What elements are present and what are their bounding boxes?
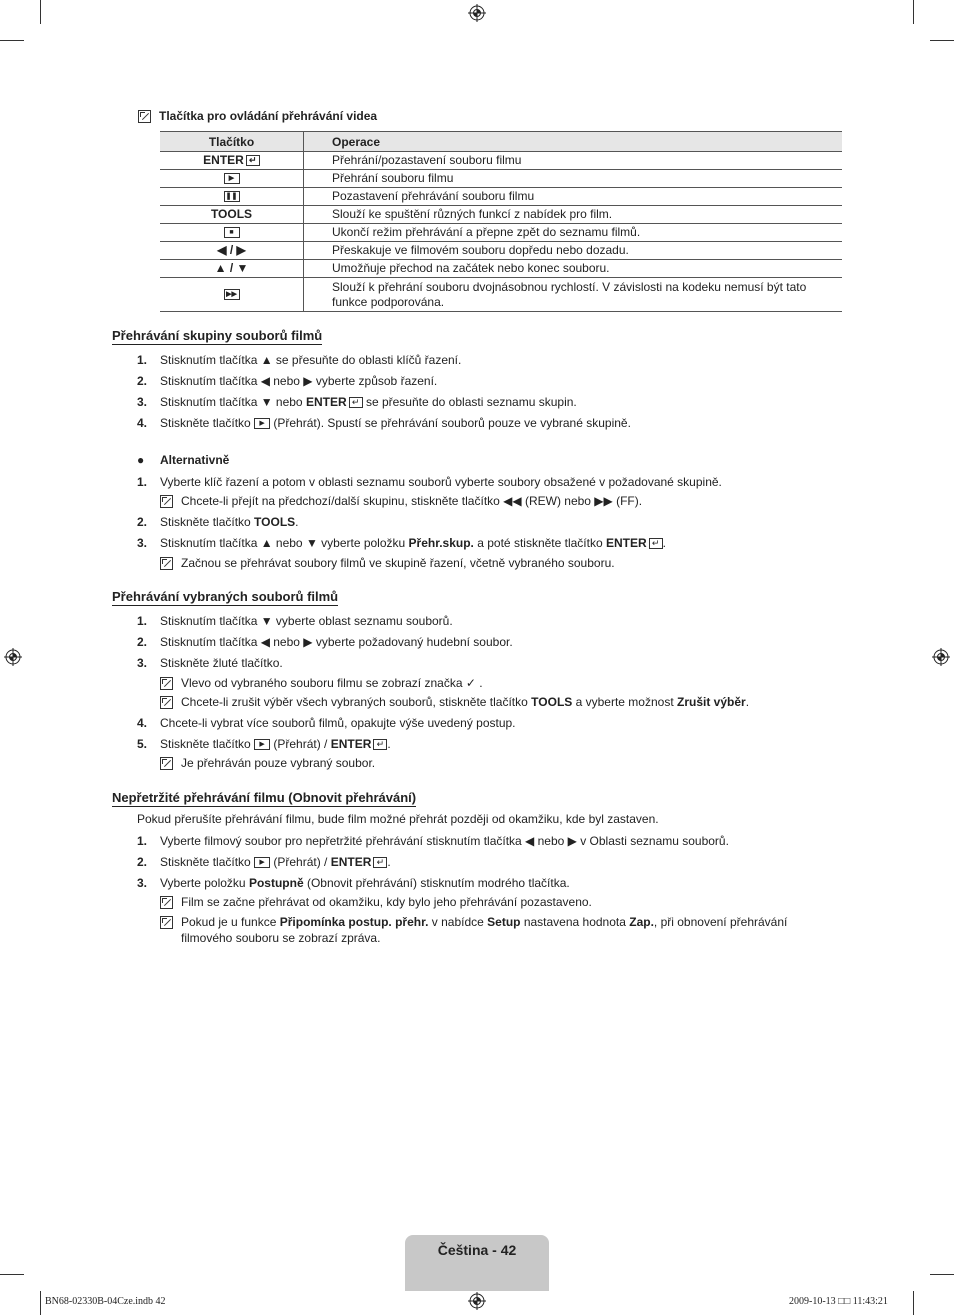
crop-mark (913, 1291, 914, 1315)
table-cell: Ukončí režim přehrávání a přepne zpět do seznamu filmů. (304, 224, 843, 242)
ff-icon: ▶▶ (224, 289, 240, 300)
list-item: 2. Stisknutím tlačítka ◀ nebo ▶ vyberte způsob řazení. (137, 374, 438, 388)
table-row (160, 242, 842, 260)
note-item: Film se začne přehrávat od okamžiku, kdy bylo jeho přehrávání pozastaveno. (160, 894, 820, 910)
enter-icon: ↵ (373, 739, 387, 750)
table-row (160, 224, 842, 242)
table-row (160, 152, 842, 170)
crop-mark (0, 40, 24, 41)
stop-icon: ■ (224, 227, 240, 238)
list-item: 4. Stiskněte tlačítko ▶ (Přehrát). Spustí se přehrávání souborů pouze ve vybrané skupině. (137, 416, 631, 430)
note-item: Je přehráván pouze vybraný soubor. (160, 755, 820, 771)
enter-button-label: ENTER (203, 153, 244, 167)
note-icon (160, 916, 173, 929)
table-cell: Přeskakuje ve filmovém souboru dopředu nebo dozadu. (304, 242, 843, 260)
list-item: 3. Stiskněte žluté tlačítko. (137, 656, 283, 670)
enter-icon: ↵ (246, 155, 260, 166)
section-intro: Pokud přerušíte přehrávání filmu, bude film možné přehrát později od okamžiku, kde byl zastaven. (137, 812, 659, 826)
table-row (160, 206, 842, 224)
crop-mark (0, 1274, 24, 1275)
play-icon: ▶ (254, 857, 270, 868)
note-item: Chcete-li přejít na předchozí/další skupinu, stiskněte tlačítko ◀◀ (REW) nebo ▶▶ (FF). (160, 493, 820, 509)
enter-icon: ↵ (373, 857, 387, 868)
registration-mark-icon (468, 4, 486, 22)
note-item: Pokud je u funkce Připomínka postup. přehr. v nabídce Setup nastavena hodnota Zap., při obnovení přehrávání filmového souboru se zobrazí zpráva. (160, 914, 820, 946)
table-row (160, 278, 842, 312)
list-item: 3. Vyberte položku Postupně (Obnovit přehrávání) stisknutím modrého tlačítka. (137, 876, 570, 890)
table-header-row (160, 132, 842, 152)
list-item: 5. Stiskněte tlačítko ▶ (Přehrát) / ENTER ↵ . (137, 737, 391, 751)
list-item: 4. Chcete-li vybrat více souborů filmů, opakujte výše uvedený postup. (137, 716, 516, 730)
list-item: 1. Vyberte filmový soubor pro nepřetržité přehrávání stisknutím tlačítka ◀ nebo ▶ v Oblasti seznamu souborů. (137, 834, 729, 848)
enter-icon: ↵ (649, 538, 663, 549)
alternative-label: ● Alternativně (137, 453, 230, 467)
table-cell: Přehrání/pozastavení souboru filmu (304, 152, 843, 170)
tools-button-label: TOOLS (160, 206, 304, 224)
table-row (160, 188, 842, 206)
registration-mark-icon (932, 648, 950, 666)
crop-mark (40, 1291, 41, 1315)
list-item: 3. Stisknutím tlačítka ▼ nebo ENTER ↵ se přesuňte do oblasti seznamu skupin. (137, 395, 577, 409)
note-item: Chcete-li zrušit výběr všech vybraných souborů, stiskněte tlačítko TOOLS a vyberte možnost Zrušit výběr. (160, 694, 820, 710)
registration-mark-icon (4, 648, 22, 666)
left-right-label: ◀ / ▶ (160, 242, 304, 260)
note-icon (160, 495, 173, 508)
pause-icon: ❚❚ (224, 191, 240, 202)
list-item: 1. Stisknutím tlačítka ▼ vyberte oblast seznamu souborů. (137, 614, 453, 628)
table-title: Tlačítka pro ovládání přehrávání videa (138, 109, 377, 123)
list-item: 1. Stisknutím tlačítka ▲ se přesuňte do oblasti klíčů řazení. (137, 353, 462, 367)
note-icon (160, 757, 173, 770)
section-heading: Nepřetržité přehrávání filmu (Obnovit přehrávání) (112, 790, 417, 805)
page-number: Čeština - 42 (437, 1242, 517, 1258)
up-down-label: ▲ / ▼ (160, 260, 304, 278)
table-cell: Pozastavení přehrávání souboru filmu (304, 188, 843, 206)
crop-mark (913, 0, 914, 24)
note-icon (160, 696, 173, 709)
list-item: 1. Vyberte klíč řazení a potom v oblasti seznamu souborů vyberte soubory obsažené v požadované skupině. (137, 475, 722, 489)
print-slug-date: 2009-10-13 □□ 11:43:21 (789, 1296, 888, 1307)
play-icon: ▶ (254, 739, 270, 750)
list-item: 2. Stisknutím tlačítka ◀ nebo ▶ vyberte požadovaný hudební soubor. (137, 635, 513, 649)
list-item: 3. Stisknutím tlačítka ▲ nebo ▼ vyberte položku Přehr.skup. a poté stiskněte tlačítko ENTER ↵ . (137, 536, 666, 550)
print-slug-file: BN68-02330B-04Cze.indb 42 (45, 1296, 166, 1307)
enter-icon: ↵ (349, 397, 363, 408)
play-icon: ▶ (224, 173, 240, 184)
column-header: Tlačítko (160, 132, 304, 152)
note-icon (160, 677, 173, 690)
note-item: Vlevo od vybraného souboru filmu se zobrazí značka ✓ . (160, 675, 820, 691)
crop-mark (930, 1274, 954, 1275)
controls-table (160, 131, 842, 312)
crop-mark (40, 0, 41, 24)
note-item: Začnou se přehrávat soubory filmů ve skupině řazení, včetně vybraného souboru. (160, 555, 820, 571)
bullet-icon: ● (137, 453, 145, 467)
table-cell: Umožňuje přechod na začátek nebo konec souboru. (304, 260, 843, 278)
list-item: 2. Stiskněte tlačítko ▶ (Přehrát) / ENTER ↵ . (137, 855, 391, 869)
table-row (160, 170, 842, 188)
note-icon (160, 896, 173, 909)
play-icon: ▶ (254, 418, 270, 429)
list-item: 2. Stiskněte tlačítko TOOLS. (137, 515, 299, 529)
note-icon (160, 557, 173, 570)
table-cell: Slouží k přehrání souboru dvojnásobnou rychlostí. V závislosti na kodeku nemusí být tato funkce podporována. (304, 278, 843, 312)
crop-mark (930, 40, 954, 41)
note-icon (138, 110, 151, 123)
section-heading: Přehrávání vybraných souborů filmů (112, 589, 339, 604)
column-header: Operace (304, 132, 843, 152)
table-row (160, 260, 842, 278)
registration-mark-icon (468, 1292, 486, 1310)
table-cell: Přehrání souboru filmu (304, 170, 843, 188)
section-heading: Přehrávání skupiny souborů filmů (112, 328, 323, 343)
table-cell: Slouží ke spuštění různých funkcí z nabídek pro film. (304, 206, 843, 224)
